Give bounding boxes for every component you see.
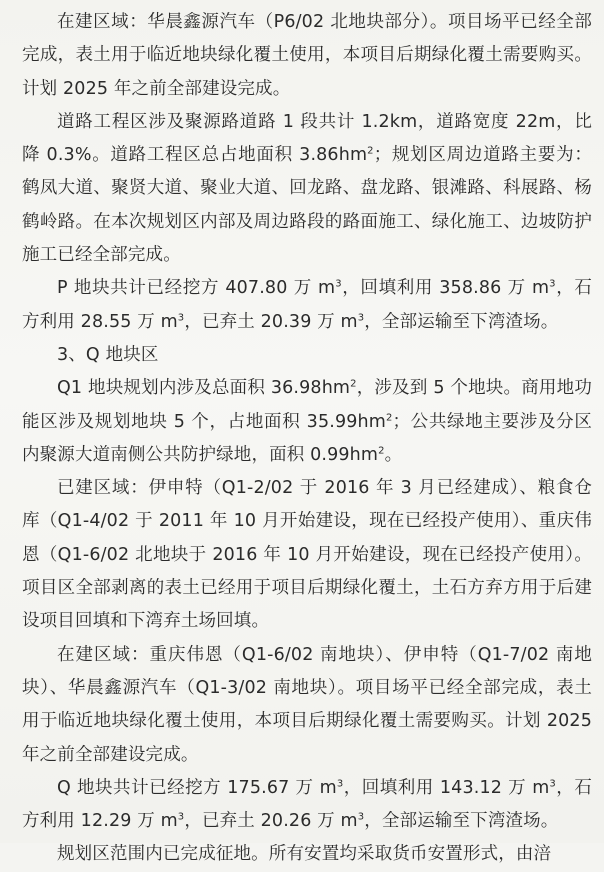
- document-body: [22, 6, 592, 872]
- paragraph-road-engineering: 道路工程区涉及聚源路道路 1 段共计 1.2km，道路宽度 22m，比降 0.3%。道路工程区总占地面积 $3.86hm^2$；规划区周边道路主要为：鹤凤大道、聚贤大道、聚业大道、回龙路、盘龙路、银滩路、科展路、杨鹤岭路。在本次规划区内部及周边路段的路面施工、绿化施工、边坡防护施工已经全部完成。: [22, 111, 592, 266]
- section-heading-q-plot: 3、Q 地块区: [57, 344, 159, 365]
- paragraph-land-acquisition: 规划区范围内已完成征地。所有安置均采取货币安置形式，由涪: [57, 844, 552, 865]
- paragraph-p-under-construction: 在建区域：华晨鑫源汽车（P6/02 北地块部分）。项目场平已经全部完成，表土用于临近地块绿化覆土使用，本项目后期绿化覆土需要购买。计划 2025 年之前全部建设完成。: [22, 12, 592, 99]
- paragraph-q-under-construction: 在建区域：重庆伟恩（Q1-6/02 南地块）、伊申特（Q1-7/02 南地块）、华晨鑫源汽车（Q1-3/02 南地块）。项目场平已经全部完成，表土用于临近地块绿化覆土使用，本项目后期绿化覆土需要购买。计划 2025 年之前全部建设完成。: [22, 644, 592, 765]
- paragraph-p-earthwork: P 地块共计已经挖方 407.80 万 $m^3$，回填利用 358.86 万 $m^3$，石方利用 28.55 万 $m^3$，已弃土 20.39 万 $m^3$，全部运输至下湾渣场。: [22, 278, 592, 332]
- paragraph-q-earthwork: Q 地块共计已经挖方 175.67 万 $m^3$，回填利用 143.12 万 $m^3$，石方利用 12.29 万 $m^3$，已弃土 20.26 万 $m^3$，全部运输至下湾渣场。: [22, 777, 592, 832]
- paragraph-q-built-area: 已建区域：伊申特（Q1-2/02 于 2016 年 3 月已经建成）、粮食仓库（Q1-4/02 于 2011 年 10 月开始建设，现在已经投产使用）、重庆伟恩（Q1-6/02 北地块于 2016 年 10 月开始建设，现在已经投产使用）。项目区全部剥离的表土已经用于项目后期绿化覆土，土石方弃方用于后建设项目回填和下湾弃土场回填。: [22, 478, 592, 632]
- paragraph-q1-planning: Q1 地块规划内涉及总面积 $36.98hm^2$，涉及到 5 个地块。商用地功能区涉及规划地块 5 个，占地面积 $35.99hm^2$；公共绿地主要涉及分区内聚源大道南侧公共防护绿地，面积 $0.99hm^2$。: [22, 378, 592, 465]
